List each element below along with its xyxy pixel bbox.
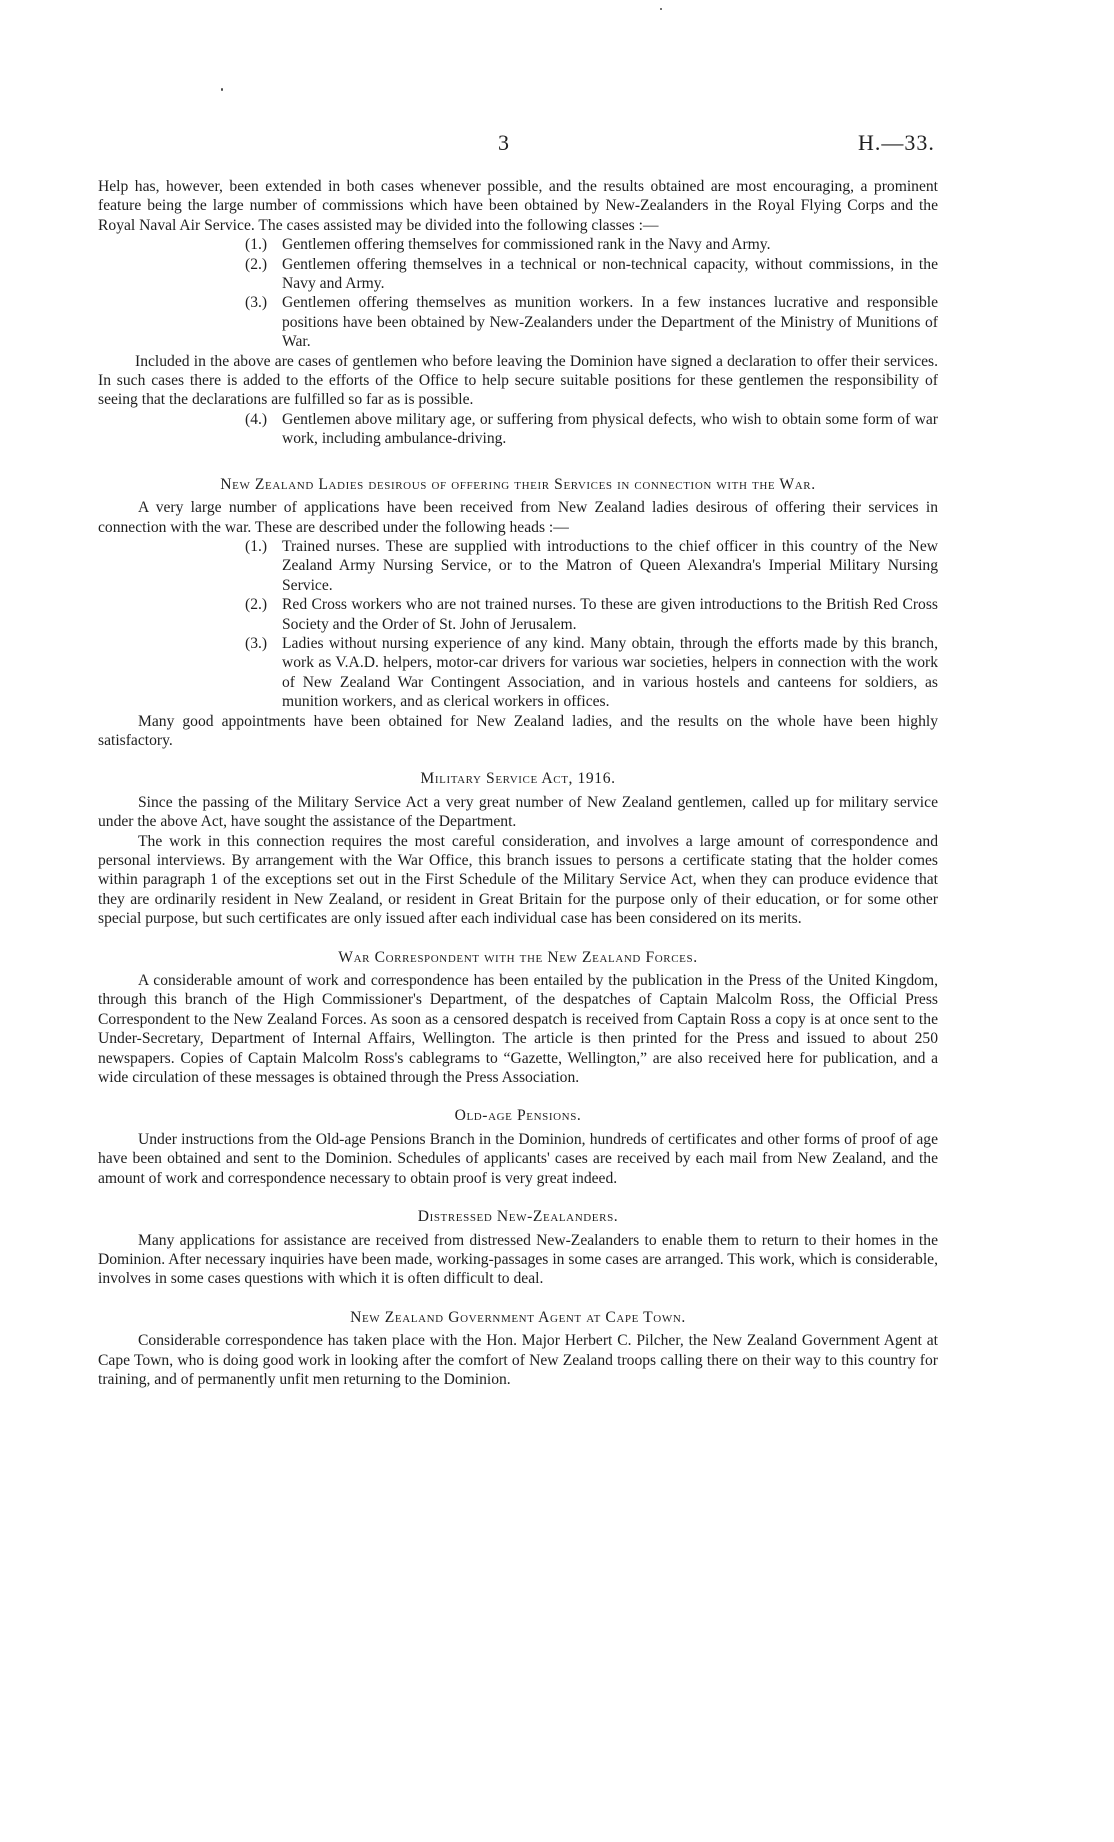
section-heading: War Correspondent with the New Zealand Forces.	[338, 948, 698, 966]
section-heading: Distressed New-Zealanders.	[417, 1208, 619, 1226]
paragraph: Considerable correspondence has taken place with the Hon. Major Herbert C. Pilcher, the New Zealand Government Agent at Cape Town, who is doing good work in looking after the comfort of New Zealand troops calling there on their way to this country for training, and of permanently unfit men returning to the Dominion.	[98, 1332, 938, 1388]
list-item: (4.) Gentlemen above military age, or suffering from physical defects, who wish to obtain some form of war work, including ambulance-driving.	[245, 410, 938, 448]
list-item: (2.) Red Cross workers who are not trained nurses. To these are given introductions to the British Red Cross Society and the Order of St. John of Jerusalem.	[245, 596, 938, 633]
paragraph: Included in the above are cases of gentlemen who before leaving the Dominion have signed a declaration to offer their services. In such cases there is added to the efforts of the Office to help secure suitable positions for these gentlemen the responsibility of seeing that the declarations are fulfilled so far as is possible.	[98, 352, 938, 409]
list-item: (3.) Gentlemen offering themselves as munition workers. In a few instances lucrative and responsible positions have been obtained by New-Zealanders under the Department of the Ministry of Munitions of War.	[245, 294, 938, 351]
section-intro	[98, 177, 938, 449]
paragraph: A considerable amount of work and correspondence has been entailed by the publication in the Press of the United Kingdom, through this branch of the High Commissioner's Department, of the despatches of Captain Malcolm Ross, the Official Press Correspondent to the New Zealand Forces. As soon as a censored despatch is received from Captain Ross a copy is at once sent to the Under-Secretary, Department of Internal Affairs, Wellington. The article is then printed for the Press and issued to about 250 newspapers. Copies of Captain Malcolm Ross's cablegrams to “Gazette, Wellington,” are also received here for publication, and a wide circulation of these messages is obtained through the Press Association.	[98, 972, 938, 1087]
paragraph: A very large number of applications have been received from New Zealand ladies desirous of offering their services in connection with the war. These are described under the following heads :—	[98, 499, 938, 536]
section-ladies	[98, 475, 938, 751]
section-heading: New Zealand Government Agent at Cape Town.	[350, 1308, 686, 1326]
paragraph: Many applications for assistance are received from distressed New-Zealanders to enable them to return to their homes in the Dominion. After necessary inquiries have been made, working-passages in some cases are arranged. This work, which is considerable, involves in some cases questions with which it is often difficult to deal.	[98, 1231, 938, 1288]
intro-paragraph: Help has, however, been extended in both cases whenever possible, and the results obtained are most encouraging, a prominent feature being the large number of commissions which have been obtained by New-Zealanders in the Royal Flying Corps and the Royal Naval Air Service. The cases assisted may be divided into the following classes :—	[98, 178, 938, 234]
list-item: (2.) Gentlemen offering themselves in a technical or non-technical capacity, without commissions, in the Navy and Army.	[245, 255, 938, 293]
paragraph: Under instructions from the Old-age Pensions Branch in the Dominion, hundreds of certificates and other forms of proof of age have been obtained and sent to the Dominion. Schedules of applicants' cases are received by each mail from New Zealand, and the amount of work and correspondence necessary to obtain proof is very great indeed.	[98, 1130, 938, 1187]
paragraph: Many good appointments have been obtained for New Zealand ladies, and the results on the whole have been highly satisfactory.	[98, 712, 938, 749]
section-heading: New Zealand Ladies desirous of offering their Services in connection with the War.	[220, 475, 816, 493]
document-reference: H.—33.	[858, 130, 935, 155]
section-old-age-pensions	[98, 1106, 938, 1188]
print-speck	[660, 8, 662, 10]
list-item: (3.) Ladies without nursing experience of any kind. Many obtain, through the efforts made by this branch, work as V.A.D. helpers, motor-car drivers for various war societies, helpers in connection with the work of New Zealand War Contingent Association, and in various hostels and canteens for soldiers, as munition workers, and as clerical workers in offices.	[245, 634, 938, 711]
section-cape-town	[98, 1308, 938, 1390]
paragraph: The work in this connection requires the most careful consideration, and involves a large amount of correspondence and personal interviews. By arrangement with the War Office, this branch issues to persons a certificate stating that the holder comes within paragraph 1 of the exceptions set out in the First Schedule of the Military Service Act, when they can produce evidence that they are ordinarily resident in New Zealand, or resident in Great Britain for the purpose only of their education, or for some other special purpose, but such certificates are only issued after each individual case has been considered on its merits.	[98, 832, 938, 928]
page-body	[98, 177, 938, 1389]
section-war-correspondent	[98, 948, 938, 1088]
list-item: (1.) Trained nurses. These are supplied with introductions to the chief officer in this country of the New Zealand Army Nursing Service, or to the Matron of Queen Alexandra's Imperial Military Nursing Service.	[245, 537, 938, 594]
section-military-service-act	[98, 769, 938, 928]
section-heading: Old-age Pensions.	[454, 1107, 582, 1125]
section-distressed	[98, 1207, 938, 1289]
paragraph: Since the passing of the Military Service Act a very great number of New Zealand gentlemen, called up for military service under the above Act, have sought the assistance of the Department.	[98, 793, 938, 831]
page-number: 3	[498, 130, 509, 155]
section-heading: Military Service Act, 1916.	[420, 770, 616, 788]
print-speck	[221, 88, 223, 91]
list-item: (1.) Gentlemen offering themselves for commissioned rank in the Navy and Army.	[245, 236, 771, 254]
